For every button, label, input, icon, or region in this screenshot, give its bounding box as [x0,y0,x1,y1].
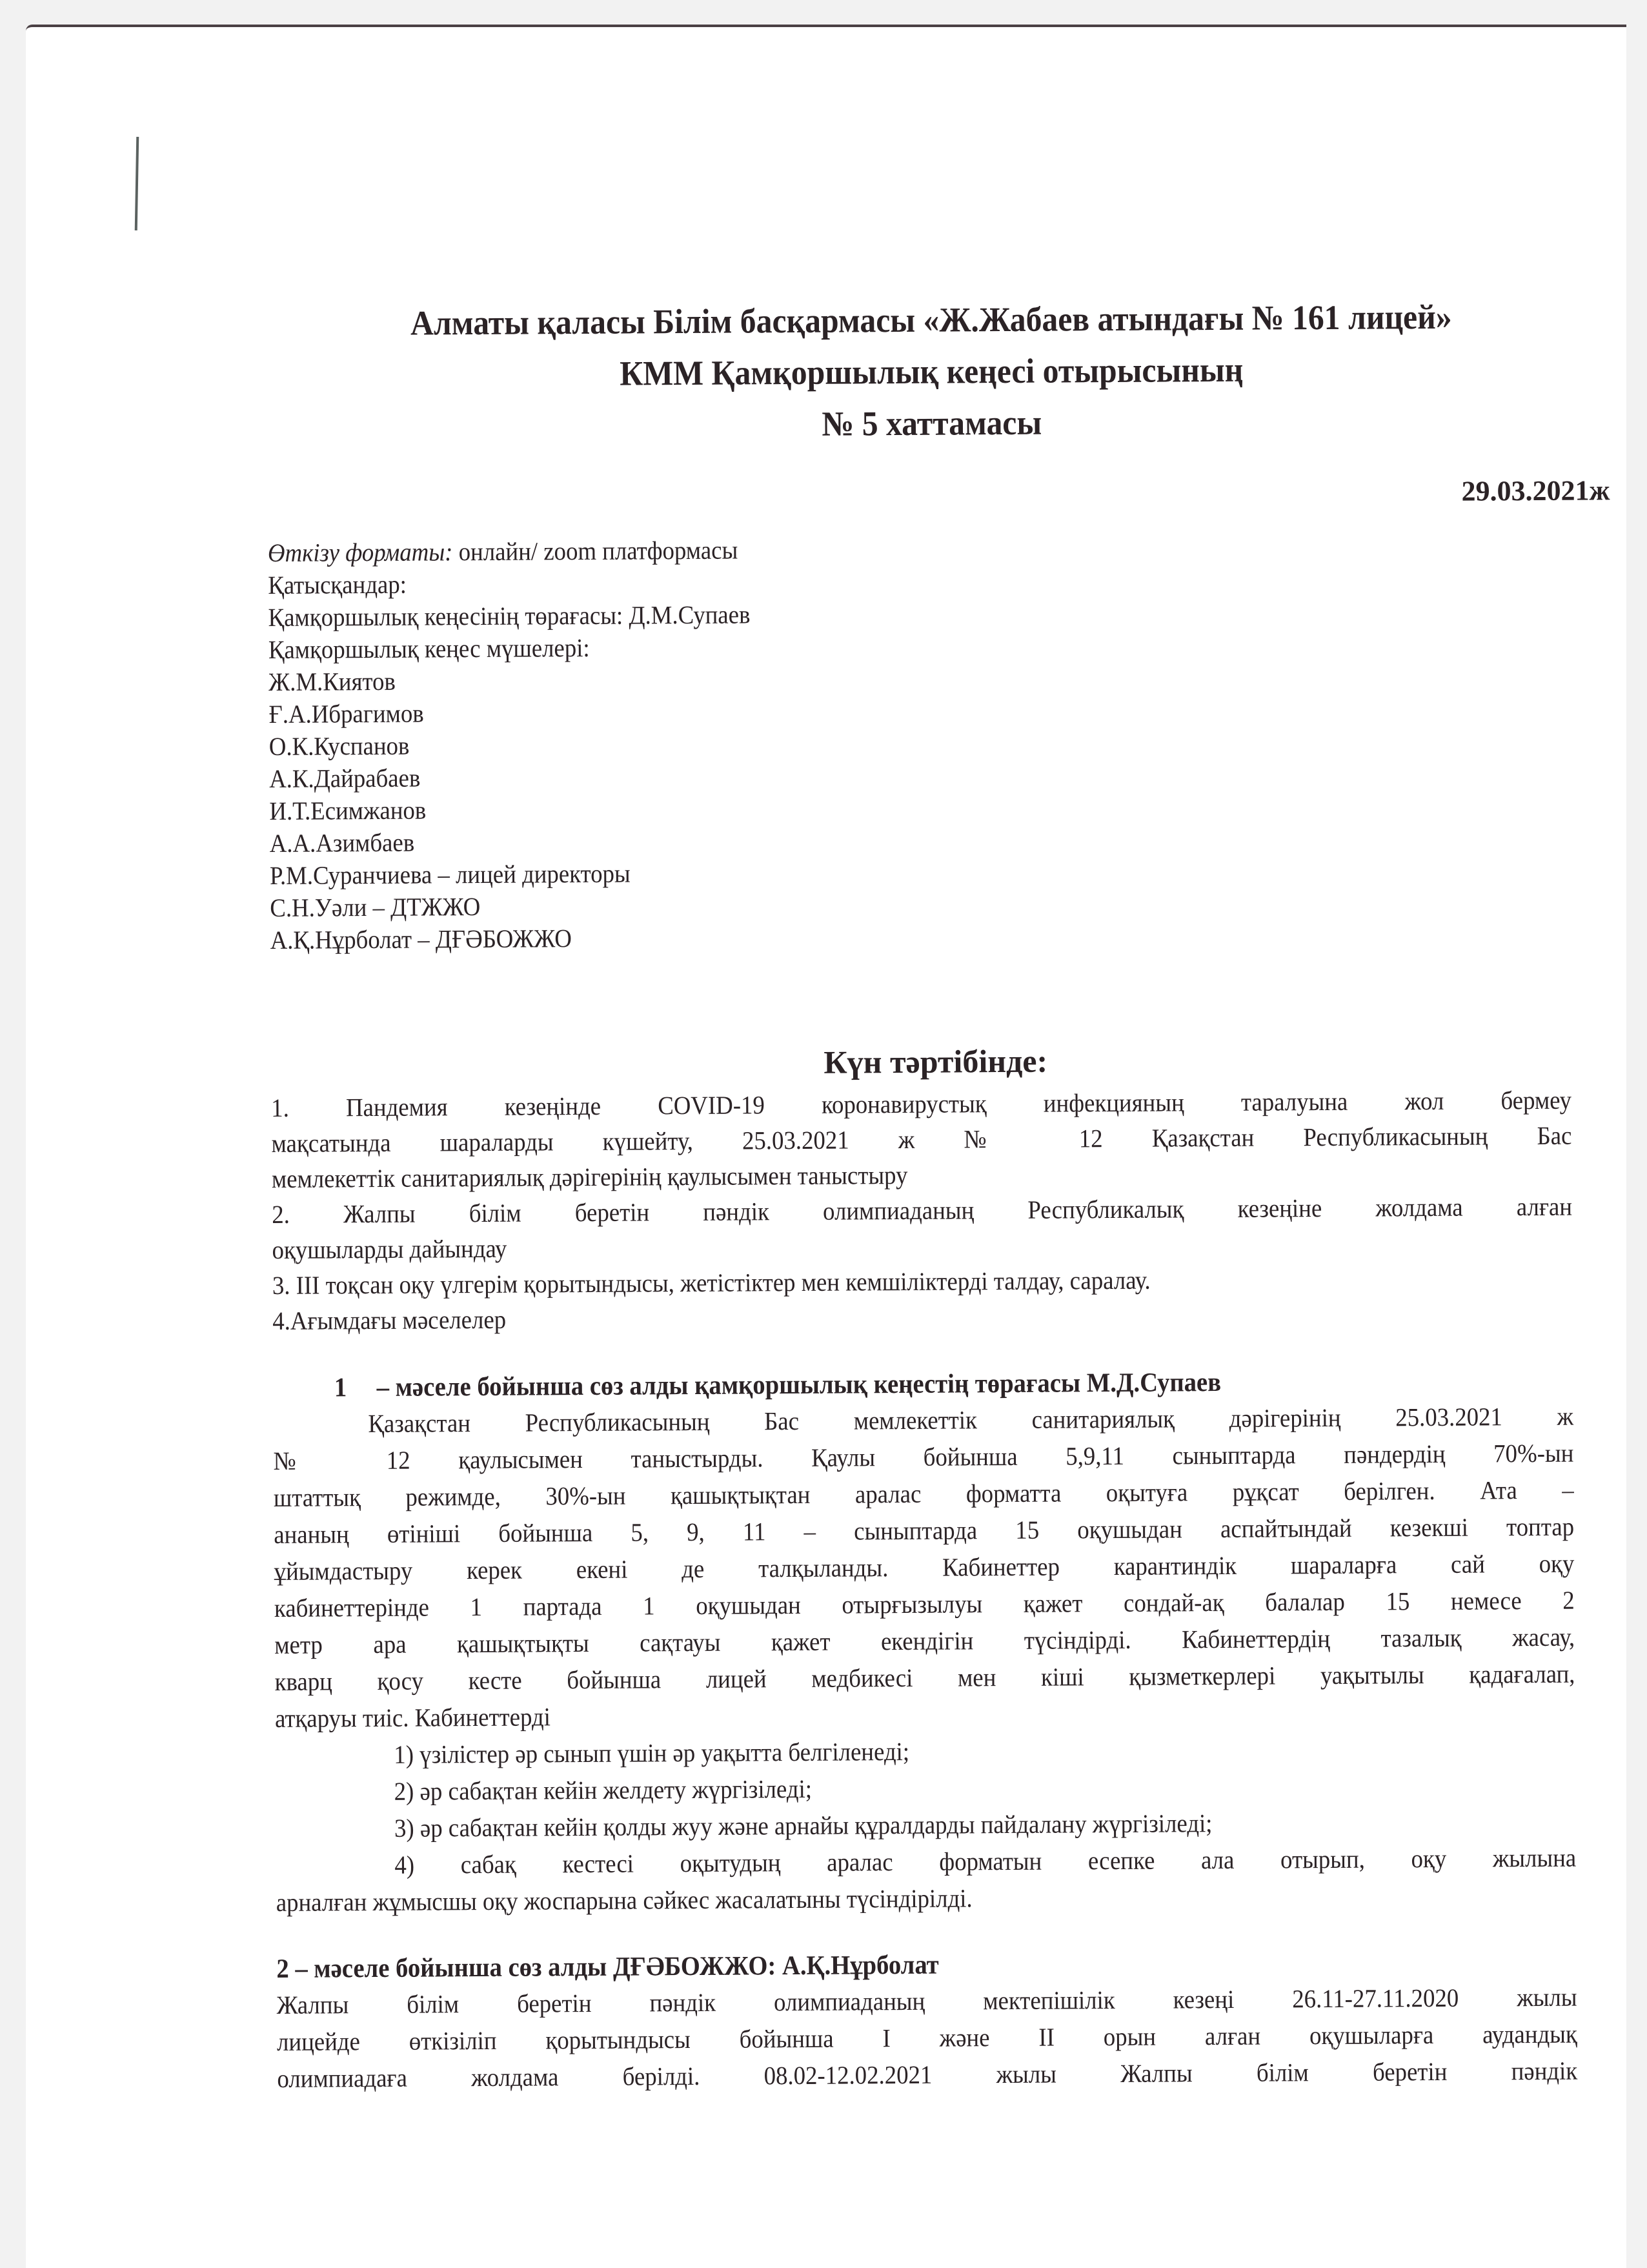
document-title [267,290,1597,453]
paragraph-line: № 12 қаулысымен таныстырды. Қаулы бойынша 5,9,11 сыныптарда пәндердің 70%-ын [273,1438,1574,1475]
paragraph-line: ананың өтініші бойынша 5, 9, 11 – сыныптарда 15 оқушыдан аспайтындай кезекші топтар [274,1512,1575,1549]
paragraph-line: метр ара қашықтықты сақтауы қажет екендігін түсіндірді. Кабинеттердің тазалық жасау, [274,1622,1575,1659]
margin-mark [135,137,139,230]
paragraph-line: штаттық режимде, 30%-ын қашықтықтан аралас форматта оқытуға рұқсат берілген. Ата – [273,1475,1574,1512]
members-label: Қамқоршылық кеңес мүшелері: [268,633,590,664]
section-1-title: – мәселе бойынша сөз алды қамқоршылық кеңестің төрағасы М.Д.Супаев [370,1367,1222,1403]
member-item: Ж.М.Киятов [268,666,396,696]
participants-label: Қатысқандар: [268,569,407,600]
agenda-line: оқушыларды дайындау [272,1233,507,1264]
member-item: А.К.Дайрабаев [268,763,421,793]
agenda-line: 3. ІІІ тоқсан оқу үлгерім қорытындысы, жетістіктер мен кемшіліктерді талдау, саралау. [272,1265,1151,1300]
paragraph-line: кварц қосу кесте бойынша лицей медбикесі мен кіші қызметкерлері уақытылы қадағалап, [274,1659,1575,1696]
paragraph-line: лицейде өткізіліп қорытындысы бойынша І және ІІ орын алған оқушыларға аудандық [276,2019,1577,2056]
paragraph-line: Жалпы білім беретін пәндік олимпиаданың мектепішілік кезеңі 26.11-27.11.2020 жылы [276,1982,1577,2020]
member-item: Ғ.А.Ибрагимов [268,698,424,729]
member-item: А.Қ.Нұрболат – ДҒӘБОЖЖО [270,924,572,955]
meeting-info [268,534,753,957]
document-content [265,19,1610,2093]
paragraph-line: ұйымдастыру керек екені де талқыланды. Кабинеттер карантиндік шараларға сай оқу [274,1548,1575,1586]
list-item: 2) әр сабақтан кейін желдету жүргізіледі; [394,1774,813,1806]
list-item: 1) үзілістер әр сынып үшін әр уақытта белгіленеді; [394,1736,910,1769]
chair-line: Қамқоршылық кеңесінің төрағасы: Д.М.Супаев [268,600,751,632]
agenda-line: мақсатында шараларды күшейту, 25.03.2021 ж № 12 Қазақстан Республикасының Бас [271,1120,1572,1158]
paragraph-line: атқаруы тиіс. Кабинеттерді [274,1702,551,1733]
document-date: 29.03.2021ж [1461,474,1610,507]
title-line-2: КММ Қамқоршылық кеңесі отырысының [620,350,1244,393]
member-item: О.К.Куспанов [268,731,410,761]
format-row [268,534,750,569]
agenda-line: 2. Жалпы білім беретін пәндік олимпиаданың Республикалық кезеңіне жолдама алған [272,1191,1573,1229]
member-item: Р.М.Суранчиева – лицей директоры [269,858,631,890]
document-page [26,25,1626,2268]
format-label: Өткізу форматы: [267,537,453,567]
paragraph-line: кабинеттерінде 1 партада 1 оқушыдан отырғызылуы қажет сондай-ақ балалар 15 немесе 2 [274,1585,1575,1623]
section-2-heading: 2 – мәселе бойынша сөз алды ДҒӘБОЖЖО: А.Қ.Нұрболат [276,1950,939,1984]
list-item: 3) әр сабақтан кейін қолды жуу және арнайы құралдарды пайдалану жүргізіледі; [394,1808,1213,1843]
member-item: А.А.Азимбаев [269,827,415,858]
member-item: С.Н.Уәли – ДТЖЖО [270,891,481,922]
paragraph-line: олимпиадаға жолдама берілді. 08.02-12.02.2021 жылы Жалпы білім беретін пәндік [277,2056,1578,2093]
agenda-line: 1. Пандемия кезеңінде COVID-19 коронавирустық инфекцияның таралуына жол бермеу [271,1085,1572,1122]
paragraph-line: Қазақстан Республикасының Бас мемлекеттік санитариялық дәрігерінің 25.03.2021 ж [368,1401,1574,1439]
paragraph-line: арналған жұмысшы оқу жоспарына сәйкес жасалатыны түсіндірілді. [276,1883,973,1917]
title-line-3: № 5 хаттамасы [822,403,1042,443]
agenda-line: мемлекеттік санитариялық дәрігерінің қаулысымен таныстыру [271,1160,908,1193]
section-1-body [273,1401,1577,1923]
title-line-1: Алматы қаласы Білім басқармасы «Ж.Жабаев атындағы № 161 лицей» [410,297,1452,343]
agenda-title: Күн тәртібінде: [824,1042,1048,1080]
member-item: И.Т.Есимжанов [269,795,427,825]
agenda-list [271,1084,1573,1341]
list-item: 4) сабақ кестесі оқытудың аралас форматын есепке ала отырып, оқу жылына [394,1843,1577,1879]
section-1-heading [334,1367,1221,1403]
section-1-number: 1 [334,1373,347,1403]
format-value: онлайн/ zoom платформасы [452,535,738,567]
section-2-body [277,1981,1578,2100]
agenda-line: 4.Ағымдағы мәселелер [272,1304,507,1335]
